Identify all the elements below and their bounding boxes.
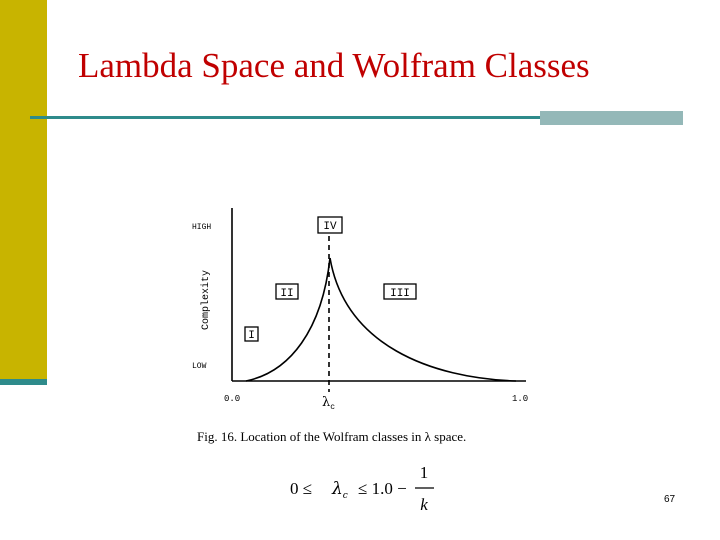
class-i-box <box>245 327 258 342</box>
lambda-c-formula <box>290 463 434 514</box>
class-iv-box <box>318 217 342 233</box>
class-i-label: I <box>248 330 255 342</box>
y-high-label: HIGH <box>192 223 212 232</box>
complexity-curve-right <box>330 258 516 381</box>
lambda-c-label: $\lambda_c$ <box>322 395 336 412</box>
formula-numerator: 1 <box>419 463 429 482</box>
slide-title: Lambda Space and Wolfram Classes <box>78 46 590 85</box>
x-start-label: 0.0 <box>224 394 241 404</box>
class-ii-box <box>276 284 298 300</box>
page-number: 67 <box>664 494 676 505</box>
y-low-label: LOW <box>192 362 207 371</box>
figure-caption: Fig. 16. Location of the Wolfram classes in λ space. <box>197 429 467 444</box>
complexity-curve-left <box>246 258 330 381</box>
y-axis-label: Complexity <box>201 269 212 330</box>
class-iii-label: III <box>390 288 410 300</box>
class-ii-label: II <box>280 288 294 300</box>
formula-middle: ≤ 1.0 − <box>358 479 407 498</box>
formula-left: 0 ≤ <box>290 479 313 498</box>
class-iv-label: IV <box>323 221 337 233</box>
x-end-label: 1.0 <box>512 394 529 404</box>
formula-denominator: k <box>420 495 428 514</box>
class-iii-box <box>384 284 416 300</box>
formula-lambda: $\lambda_c$ <box>332 479 348 501</box>
